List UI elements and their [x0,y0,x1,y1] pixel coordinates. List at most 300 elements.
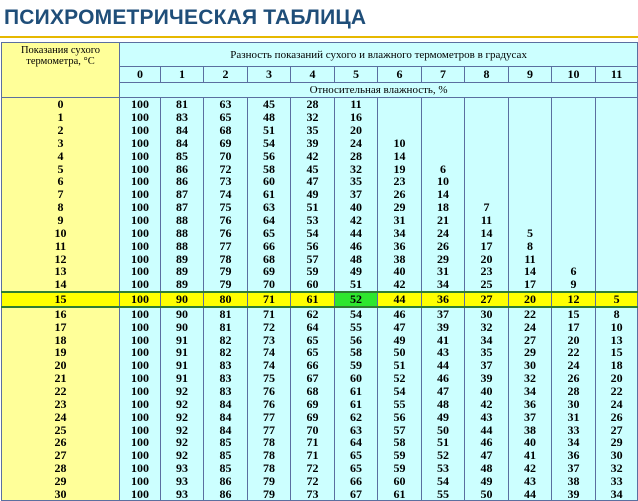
humidity-cell: 51 [248,124,291,137]
humidity-cell: 37 [465,359,509,372]
humidity-cell: 16 [335,111,378,124]
humidity-cell: 72 [291,474,335,487]
humidity-cell: 45 [248,98,291,111]
humidity-cell: 92 [161,385,204,398]
humidity-cell [378,98,422,111]
humidity-cell [596,162,638,175]
humidity-cell: 58 [248,162,291,175]
humidity-cell: 5 [509,226,552,239]
humidity-cell: 42 [291,149,335,162]
diff-column-header: 9 [509,67,552,83]
humidity-cell: 84 [204,410,248,423]
humidity-cell: 82 [204,333,248,346]
humidity-cell: 86 [204,487,248,500]
humidity-cell: 36 [422,292,465,307]
table-row [2,149,638,162]
table-row [2,201,638,214]
humidity-cell: 65 [204,111,248,124]
humidity-cell: 70 [204,149,248,162]
humidity-cell [465,111,509,124]
humidity-cell: 63 [248,201,291,214]
humidity-cell: 59 [378,449,422,462]
humidity-cell [552,252,596,265]
humidity-cell: 90 [161,320,204,333]
humidity-cell: 72 [204,162,248,175]
dry-temp-cell: 2 [2,124,120,137]
humidity-cell: 39 [422,320,465,333]
humidity-cell: 76 [204,214,248,227]
diff-column-header: 0 [120,67,161,83]
dry-temp-cell: 30 [2,487,120,500]
humidity-cell: 49 [335,265,378,278]
humidity-cell: 73 [248,333,291,346]
humidity-cell: 59 [378,462,422,475]
humidity-cell: 100 [120,292,161,307]
humidity-cell: 90 [161,292,204,307]
humidity-cell: 75 [248,372,291,385]
humidity-cell: 56 [335,333,378,346]
humidity-cell: 54 [291,226,335,239]
humidity-cell: 72 [291,462,335,475]
humidity-cell: 78 [248,449,291,462]
humidity-cell: 46 [422,372,465,385]
humidity-cell: 87 [161,201,204,214]
humidity-cell [422,111,465,124]
humidity-cell: 78 [248,436,291,449]
table-row [2,278,638,292]
humidity-cell [509,175,552,188]
humidity-cell: 21 [422,214,465,227]
humidity-cell: 58 [378,436,422,449]
humidity-cell [465,162,509,175]
dry-temp-cell: 25 [2,423,120,436]
humidity-cell [596,124,638,137]
humidity-cell: 92 [161,436,204,449]
humidity-cell: 56 [291,239,335,252]
humidity-cell: 68 [204,124,248,137]
humidity-cell: 100 [120,487,161,500]
humidity-cell: 73 [291,487,335,500]
humidity-cell: 49 [422,410,465,423]
humidity-cell: 64 [335,436,378,449]
humidity-cell: 65 [335,449,378,462]
humidity-cell: 42 [335,214,378,227]
table-row [2,124,638,137]
humidity-cell: 69 [248,265,291,278]
dry-temp-cell: 9 [2,214,120,227]
humidity-cell: 8 [596,307,638,321]
humidity-cell: 51 [291,201,335,214]
humidity-cell: 27 [596,423,638,436]
humidity-cell [596,201,638,214]
humidity-cell: 100 [120,449,161,462]
humidity-cell: 92 [161,449,204,462]
humidity-cell: 76 [248,397,291,410]
humidity-cell: 61 [291,292,335,307]
humidity-cell: 78 [248,462,291,475]
humidity-cell [552,226,596,239]
diff-column-header: 8 [465,67,509,83]
humidity-cell: 44 [335,226,378,239]
humidity-cell: 65 [335,462,378,475]
humidity-cell: 14 [422,188,465,201]
dry-temp-cell: 5 [2,162,120,175]
humidity-cell: 76 [248,385,291,398]
table-row [2,333,638,346]
humidity-cell: 90 [161,307,204,321]
humidity-cell: 55 [378,397,422,410]
humidity-cell: 37 [552,462,596,475]
humidity-cell: 53 [291,214,335,227]
dry-temp-cell: 15 [2,292,120,307]
humidity-cell: 59 [291,265,335,278]
dry-temp-cell: 10 [2,226,120,239]
humidity-cell: 61 [335,385,378,398]
humidity-cell: 84 [161,137,204,150]
humidity-cell: 84 [204,423,248,436]
humidity-cell: 24 [335,137,378,150]
humidity-cell: 66 [335,474,378,487]
humidity-cell: 91 [161,333,204,346]
humidity-cell: 27 [465,292,509,307]
dry-temp-cell: 12 [2,252,120,265]
humidity-cell: 32 [465,320,509,333]
humidity-cell [509,214,552,227]
humidity-cell: 24 [552,359,596,372]
humidity-cell [596,239,638,252]
humidity-cell: 66 [291,359,335,372]
humidity-cell: 100 [120,372,161,385]
temp-difference-header: Разность показаний сухого и влажного термометров в градусах [120,43,638,67]
humidity-cell: 81 [161,98,204,111]
humidity-cell: 79 [204,278,248,292]
humidity-cell [378,111,422,124]
humidity-cell: 74 [204,188,248,201]
humidity-cell: 23 [378,175,422,188]
humidity-cell: 100 [120,201,161,214]
humidity-cell [596,252,638,265]
humidity-cell: 100 [120,410,161,423]
humidity-cell: 48 [422,397,465,410]
humidity-cell: 71 [291,449,335,462]
dry-temp-cell: 28 [2,462,120,475]
table-row [2,162,638,175]
humidity-cell: 14 [378,149,422,162]
humidity-cell: 26 [422,239,465,252]
humidity-cell: 6 [552,265,596,278]
humidity-cell: 27 [509,333,552,346]
humidity-cell: 72 [248,320,291,333]
humidity-cell: 43 [422,346,465,359]
humidity-cell: 84 [161,124,204,137]
humidity-cell: 20 [552,333,596,346]
humidity-cell [422,124,465,137]
humidity-cell: 61 [335,397,378,410]
humidity-cell: 93 [161,462,204,475]
dry-temp-cell: 29 [2,474,120,487]
humidity-cell: 34 [465,333,509,346]
humidity-cell [552,201,596,214]
humidity-cell: 83 [204,372,248,385]
humidity-cell: 69 [291,410,335,423]
humidity-cell: 82 [204,346,248,359]
table-row [2,307,638,321]
humidity-cell: 81 [204,307,248,321]
humidity-cell: 88 [161,214,204,227]
humidity-cell: 11 [465,214,509,227]
humidity-cell: 100 [120,307,161,321]
humidity-cell: 63 [204,98,248,111]
humidity-cell [552,98,596,111]
humidity-cell: 14 [465,226,509,239]
humidity-cell: 36 [509,397,552,410]
humidity-cell: 100 [120,278,161,292]
humidity-cell: 20 [465,252,509,265]
table-row [2,98,638,111]
humidity-cell: 100 [120,124,161,137]
humidity-cell: 100 [120,111,161,124]
dry-temp-cell: 22 [2,385,120,398]
humidity-cell: 47 [465,449,509,462]
humidity-cell: 50 [378,346,422,359]
dry-temp-cell: 0 [2,98,120,111]
humidity-cell: 57 [378,423,422,436]
humidity-cell: 100 [120,162,161,175]
humidity-cell: 23 [465,265,509,278]
humidity-cell: 89 [161,252,204,265]
humidity-cell: 54 [248,137,291,150]
humidity-cell: 100 [120,385,161,398]
humidity-cell: 70 [248,278,291,292]
humidity-cell: 77 [248,423,291,436]
humidity-cell: 19 [378,162,422,175]
dry-temp-cell: 23 [2,397,120,410]
humidity-cell: 36 [378,239,422,252]
dry-temp-cell: 20 [2,359,120,372]
humidity-cell: 100 [120,333,161,346]
humidity-cell [552,239,596,252]
humidity-cell: 68 [291,385,335,398]
humidity-cell: 71 [248,307,291,321]
humidity-cell: 31 [422,265,465,278]
humidity-cell [596,188,638,201]
humidity-cell: 74 [248,359,291,372]
humidity-cell: 59 [335,359,378,372]
humidity-cell: 42 [509,462,552,475]
humidity-cell: 79 [248,487,291,500]
humidity-cell: 100 [120,175,161,188]
humidity-cell: 85 [204,462,248,475]
humidity-cell: 69 [291,397,335,410]
humidity-cell: 57 [291,252,335,265]
humidity-cell [596,111,638,124]
humidity-cell [509,111,552,124]
humidity-cell: 45 [291,162,335,175]
table-row [2,359,638,372]
humidity-cell: 100 [120,436,161,449]
humidity-cell: 37 [509,410,552,423]
humidity-cell: 100 [120,423,161,436]
humidity-cell: 30 [465,307,509,321]
table-row [2,487,638,500]
humidity-cell: 22 [509,307,552,321]
table-row [2,239,638,252]
table-row [2,474,638,487]
humidity-cell: 7 [465,201,509,214]
humidity-cell: 65 [291,346,335,359]
humidity-cell: 13 [596,333,638,346]
humidity-cell [552,111,596,124]
table-row [2,188,638,201]
humidity-cell: 77 [204,239,248,252]
humidity-cell: 37 [335,188,378,201]
humidity-cell [509,124,552,137]
humidity-cell: 93 [161,487,204,500]
humidity-cell [596,137,638,150]
humidity-cell: 91 [161,346,204,359]
humidity-cell: 100 [120,359,161,372]
table-row [2,410,638,423]
humidity-cell: 81 [204,320,248,333]
humidity-cell: 30 [596,449,638,462]
diff-column-header: 5 [335,67,378,83]
humidity-cell: 15 [552,307,596,321]
table-row [2,111,638,124]
dry-temp-cell: 16 [2,307,120,321]
humidity-cell: 92 [161,410,204,423]
humidity-cell [422,98,465,111]
humidity-cell: 22 [552,346,596,359]
humidity-cell: 18 [596,359,638,372]
humidity-cell: 62 [335,410,378,423]
humidity-cell: 24 [509,320,552,333]
humidity-cell: 53 [422,462,465,475]
table-row [2,320,638,333]
humidity-cell: 40 [378,265,422,278]
humidity-cell: 44 [378,292,422,307]
humidity-cell [378,124,422,137]
humidity-cell [509,162,552,175]
humidity-cell: 78 [204,252,248,265]
humidity-cell: 22 [596,385,638,398]
diff-column-header: 11 [596,67,638,83]
dry-temp-cell: 7 [2,188,120,201]
humidity-cell: 9 [552,278,596,292]
humidity-cell: 35 [335,175,378,188]
humidity-cell: 56 [378,410,422,423]
table-row [2,436,638,449]
humidity-cell: 67 [335,487,378,500]
table-row [2,372,638,385]
humidity-cell: 70 [291,423,335,436]
table-row [2,175,638,188]
humidity-cell: 33 [596,474,638,487]
humidity-cell: 47 [422,385,465,398]
humidity-cell [552,188,596,201]
humidity-cell [509,98,552,111]
humidity-cell: 91 [161,372,204,385]
table-row [2,397,638,410]
humidity-cell: 55 [335,320,378,333]
humidity-cell: 32 [509,372,552,385]
humidity-cell: 93 [161,474,204,487]
humidity-cell: 49 [291,188,335,201]
humidity-cell: 34 [509,385,552,398]
humidity-cell: 51 [378,359,422,372]
humidity-cell: 86 [161,162,204,175]
humidity-cell [509,188,552,201]
humidity-cell [465,175,509,188]
diff-column-header: 3 [248,67,291,83]
humidity-cell: 14 [509,265,552,278]
humidity-cell: 58 [335,346,378,359]
humidity-cell: 100 [120,149,161,162]
humidity-cell: 37 [422,307,465,321]
humidity-cell: 49 [378,333,422,346]
humidity-cell: 91 [161,359,204,372]
diff-column-header: 2 [204,67,248,83]
humidity-cell: 26 [378,188,422,201]
humidity-cell: 61 [378,487,422,500]
table-row [2,137,638,150]
humidity-cell: 43 [465,410,509,423]
humidity-cell [465,149,509,162]
humidity-cell: 92 [161,423,204,436]
humidity-cell: 71 [291,436,335,449]
diff-column-header: 4 [291,67,335,83]
diff-column-header: 1 [161,67,204,83]
humidity-cell: 48 [465,462,509,475]
diff-column-header: 6 [378,67,422,83]
humidity-cell: 35 [465,346,509,359]
humidity-cell [422,149,465,162]
humidity-cell [509,149,552,162]
dry-temp-cell: 4 [2,149,120,162]
humidity-cell: 52 [378,372,422,385]
humidity-cell: 85 [161,149,204,162]
humidity-cell [596,214,638,227]
humidity-cell: 33 [552,423,596,436]
humidity-cell: 100 [120,474,161,487]
table-row [2,252,638,265]
humidity-cell [552,137,596,150]
humidity-cell: 52 [335,292,378,307]
humidity-cell [552,214,596,227]
humidity-cell: 55 [422,487,465,500]
humidity-cell: 20 [596,372,638,385]
diff-column-header: 10 [552,67,596,83]
humidity-cell [509,137,552,150]
humidity-cell: 63 [335,423,378,436]
humidity-cell [465,188,509,201]
humidity-cell: 100 [120,239,161,252]
humidity-cell: 51 [335,278,378,292]
humidity-cell: 36 [552,449,596,462]
humidity-cell: 60 [291,278,335,292]
humidity-cell: 83 [161,111,204,124]
humidity-cell: 29 [378,201,422,214]
relative-humidity-header: Относительная влажность, % [120,83,638,98]
table-row [2,449,638,462]
humidity-cell [596,265,638,278]
humidity-cell: 67 [291,372,335,385]
humidity-cell [509,201,552,214]
dry-temp-cell: 26 [2,436,120,449]
dry-temp-cell: 24 [2,410,120,423]
humidity-cell: 100 [120,214,161,227]
humidity-cell: 39 [465,372,509,385]
humidity-cell: 8 [509,239,552,252]
